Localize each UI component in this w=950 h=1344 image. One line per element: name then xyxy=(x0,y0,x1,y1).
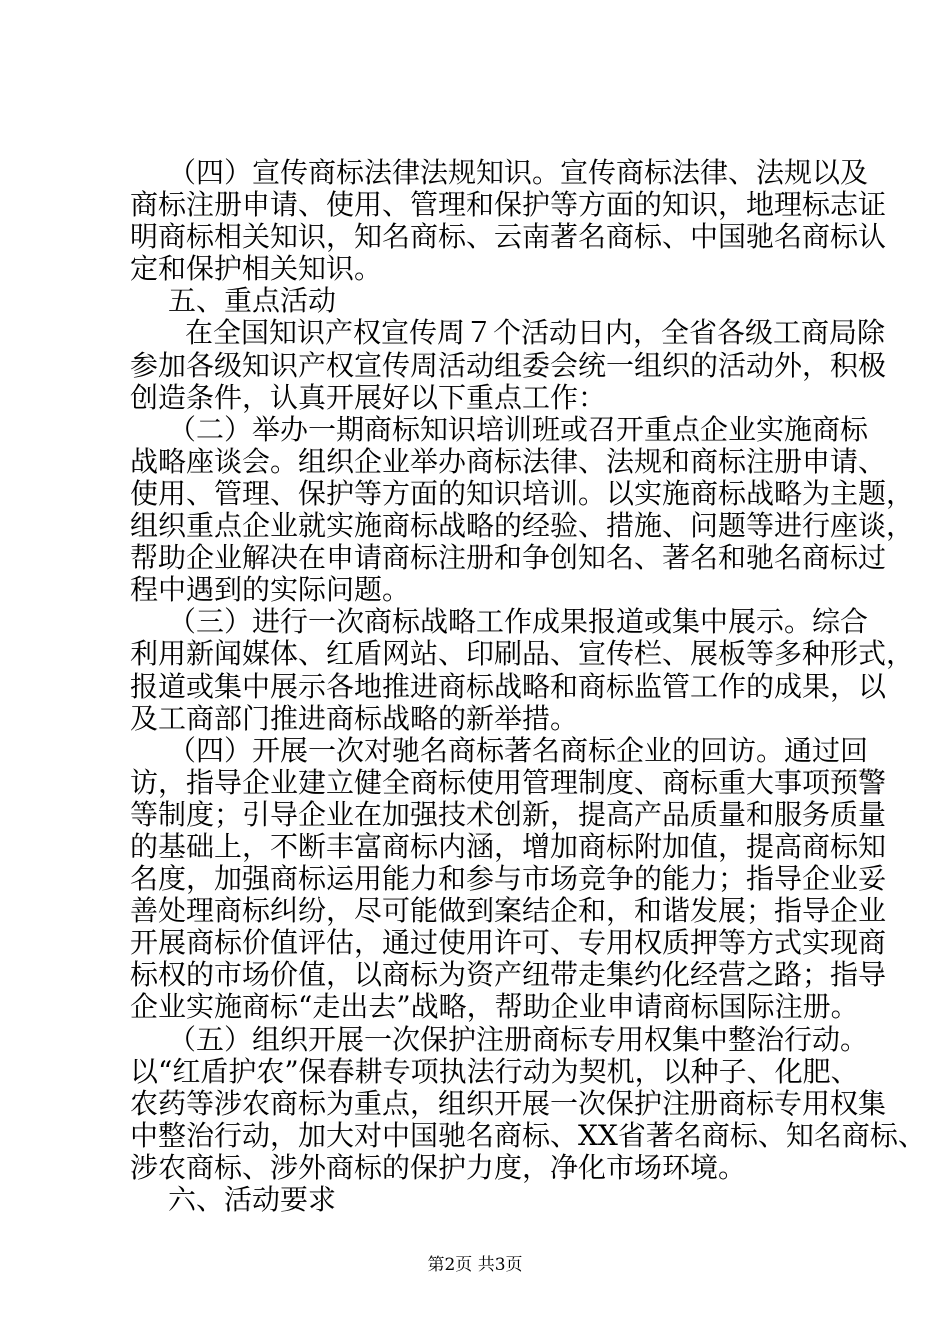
text-line-10: 战略座谈会。组织企业举办商标法律、法规和商标注册申请、 xyxy=(130,444,887,478)
text-line-32: 涉农商标、涉外商标的保护力度，净化市场环境。 xyxy=(130,1150,747,1184)
text-line-13: 帮助企业解决在申请商标注册和争创知名、著名和驰名商标过 xyxy=(130,541,887,575)
text-line-21: 等制度；引导企业在加强技术创新，提高产品质量和服务质量 xyxy=(130,797,887,831)
text-line-20: 访，指导企业建立健全商标使用管理制度、商标重大事项预警 xyxy=(130,765,887,799)
text-line-4: 定和保护相关知识。 xyxy=(130,252,383,286)
text-line-30: 农药等涉农商标为重点，组织开展一次保护注册商标专用权集 xyxy=(130,1086,887,1120)
text-line-22: 的基础上，不断丰富商标内涵，增加商标附加值，提高商标知 xyxy=(130,829,887,863)
section-heading-5: 五、重点活动 xyxy=(168,284,337,318)
text-line-19: （四）开展一次对驰名商标著名商标企业的回访。通过回 xyxy=(168,733,869,767)
text-line-11: 使用、管理、保护等方面的知识培训。以实施商标战略为主题， xyxy=(130,476,915,510)
page-footer: 第2页 共3页 xyxy=(427,1255,523,1275)
text-line-23: 名度，加强商标运用能力和参与市场竞争的能力；指导企业妥 xyxy=(130,862,887,896)
text-line-12: 组织重点企业就实施商标战略的经验、措施、问题等进行座谈， xyxy=(130,509,915,543)
text-line-28: （五）组织开展一次保护注册商标专用权集中整治行动。 xyxy=(168,1022,869,1056)
text-line-17: 报道或集中展示各地推进商标战略和商标监管工作的成果，以 xyxy=(130,669,887,703)
text-line-18: 及工商部门推进商标战略的新举措。 xyxy=(130,701,579,735)
text-line-16: 利用新闻媒体、红盾网站、印刷品、宣传栏、展板等多种形式， xyxy=(130,637,915,671)
text-line-14: 程中遇到的实际问题。 xyxy=(130,573,411,607)
text-line-25: 开展商标价值评估，通过使用许可、专用权质押等方式实现商 xyxy=(130,926,887,960)
text-line-27: 企业实施商标“走出去”战略，帮助企业申请商标国际注册。 xyxy=(130,990,859,1024)
text-line-8: 创造条件，认真开展好以下重点工作： xyxy=(130,380,607,414)
text-line-26: 标权的市场价值，以商标为资产纽带走集约化经营之路；指导 xyxy=(130,958,887,992)
text-line-29: 以“红盾护农”保春耕专项执法行动为契机，以种子、化肥、 xyxy=(130,1054,859,1088)
text-line-7: 参加各级知识产权宣传周活动组委会统一组织的活动外，积极 xyxy=(130,348,887,382)
text-line-24: 善处理商标纠纷，尽可能做到案结企和，和谐发展；指导企业 xyxy=(130,894,887,928)
section-heading-33: 六、活动要求 xyxy=(168,1183,337,1216)
text-line-2: 商标注册申请、使用、管理和保护等方面的知识，地理标志证 xyxy=(130,188,887,222)
text-line-6: 在全国知识产权宣传周７个活动日内，全省各级工商局除 xyxy=(185,316,886,350)
text-line-3: 明商标相关知识，知名商标、云南著名商标、中国驰名商标认 xyxy=(130,220,887,254)
text-line-9: （二）举办一期商标知识培训班或召开重点企业实施商标 xyxy=(168,412,869,446)
text-line-15: （三）进行一次商标战略工作成果报道或集中展示。综合 xyxy=(168,605,869,639)
text-line-31: 中整治行动，加大对中国驰名商标、XX省著名商标、知名商标、 xyxy=(130,1118,926,1152)
text-line-1: （四）宣传商标法律法规知识。宣传商标法律、法规以及 xyxy=(168,156,869,189)
